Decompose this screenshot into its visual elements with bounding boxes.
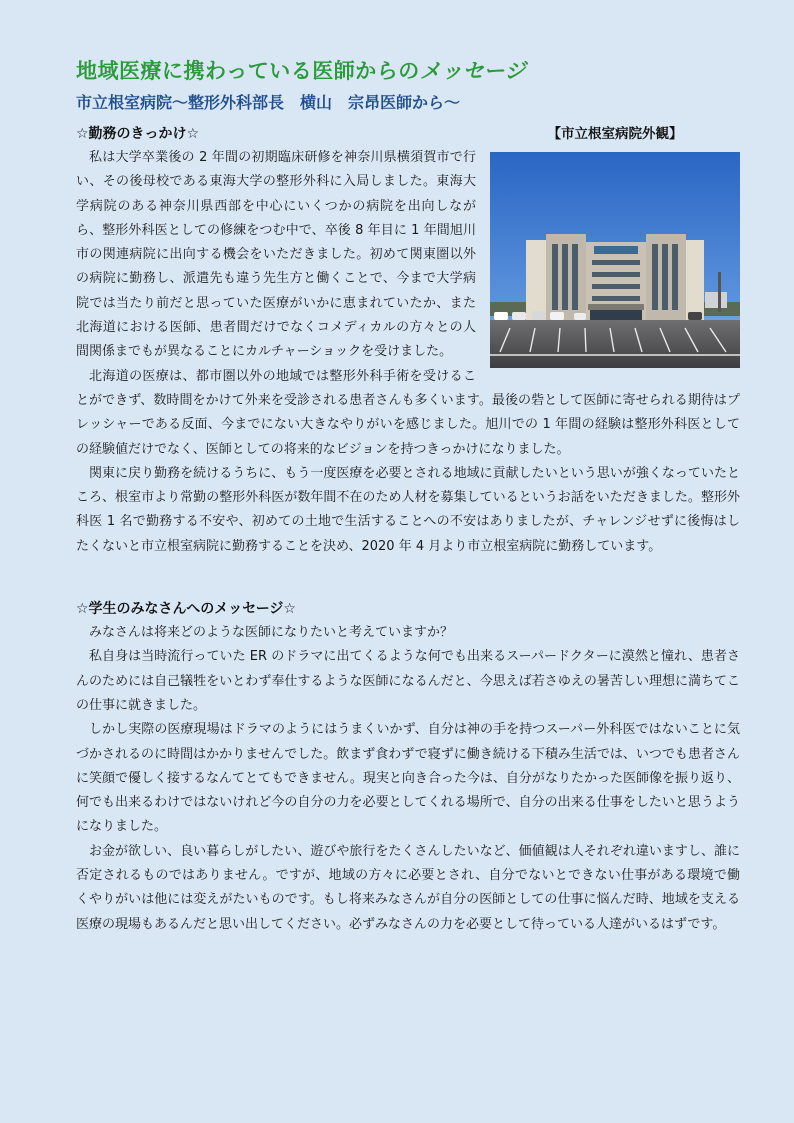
paragraph: 私は大学卒業後の 2 年間の初期臨床研修を神奈川県横須賀市で行い、その後母校である東海大学の整形外科に入局しました。東海大学病院のある神奈川県西部を中心にいくつかの病院を出向しながら、整形外科医としての修練をつむ中で、卒後 8 年目に 1 年間旭川市の関連病院に出向する機会をいただきました。初めて関東圏以外の病院に勤務し、派遣先も違う先生方と働くことで、今まで大学病院では当たり前だと思っていた医療がいかに恵まれていたか、また北海道における医師、患者間だけでなくコメディカルの方々との人間関係までもが異なることにカルチャーショックを受けました。 [76,150,476,360]
paragraph: みなさんは将来どのような医師になりたいと考えていますか？ [89,625,454,641]
section-heading-work-motivation: ☆勤務のきっかけ☆ [76,126,200,142]
section-spacer [76,559,740,597]
section-heading-message: ☆学生のみなさんへのメッセージ☆ [76,601,296,618]
paragraph: お金が欲しい、良い暮らしがしたい、遊びや旅行をたくさんしたいなど、価値観は人それぞれ違いますし、誰に否定されるものではありません。ですが、地域の方々に必要とされ、自分でないとできない仕事がある環境で働くやりがいは他には変えがたいものです。もし将来みなさんが自分の医師としての仕事に悩んだ時、地域を支える医療の現場もあるんだと思い出してください。必ずみなさんの力を必要として待っている人達がいるはずです。 [76,843,740,932]
paragraph: 北海道の医療は、都市圏以外の地域では整形外科手術を受けることができず、数時間をかけて外来を受診される患者さんも多くいます。最後の砦として医師に寄せられる期待はプレッシャーである反面、今までにない大きなやりがいを感じました。旭川での 1 年間の経験は整形外科医としての経験値だけでなく、医師としての将来的なビジョンを持つきっかけになりました。 [76,368,740,457]
paragraph: しかし実際の医療現場はドラマのようにはうまくいかず、自分は神の手を持つスーパー外科医ではないことに気づかされるのに時間はかかりませんでした。飲まず食わずで寝ずに働き続ける下積み生活では、いつでも患者さんに笑顔で優しく接するなんてとてもできません。現実と向き合った今は、自分がなりたかった医師像を振り返り、何でも出来るわけではないけれど今の自分の力を必要としてくれる場所で、自分の出来る仕事をしたいと思うようになりました。 [76,722,740,835]
hospital-photo-block [490,122,740,368]
paragraph: 関東に戻り勤務を続けるうちに、もう一度医療を必要とされる地域に貢献したいという思いが強くなっていたところ、根室市より常勤の整形外科医が数年間不在のため人材を募集しているというお話をいただきました。整形外科医 1 名で勤務する不安や、初めての土地で生活することへの不安はありましたが、チャレンジせずに後悔はしたくないと市立根室病院に勤務することを決め、2020 年 4 月より市立根室病院に勤務しています。 [76,465,740,554]
section-work-motivation [76,122,740,559]
article [76,56,740,937]
section-message-to-students [76,597,740,937]
hospital-exterior-photo [490,152,740,368]
photo-caption: 【市立根室病院外観】 [547,126,683,142]
page-subtitle: 市立根室病院～整形外科部長 横山 宗昂医師から～ [76,93,461,112]
title-emphasis: メッセージ [419,59,527,83]
title-prefix: 地域医療に携わっている医師からの [76,59,420,83]
paragraph: 私自身は当時流行っていた ER のドラマに出てくるような何でも出来るスーパードクターに漠然と憧れ、患者さんのためには自己犠牲をいとわず奉仕するような医師になるんだと、今思えば若さゆえの暑苦しい理想に満ちてこの仕事に就きました。 [76,649,740,713]
page-title [76,56,740,86]
